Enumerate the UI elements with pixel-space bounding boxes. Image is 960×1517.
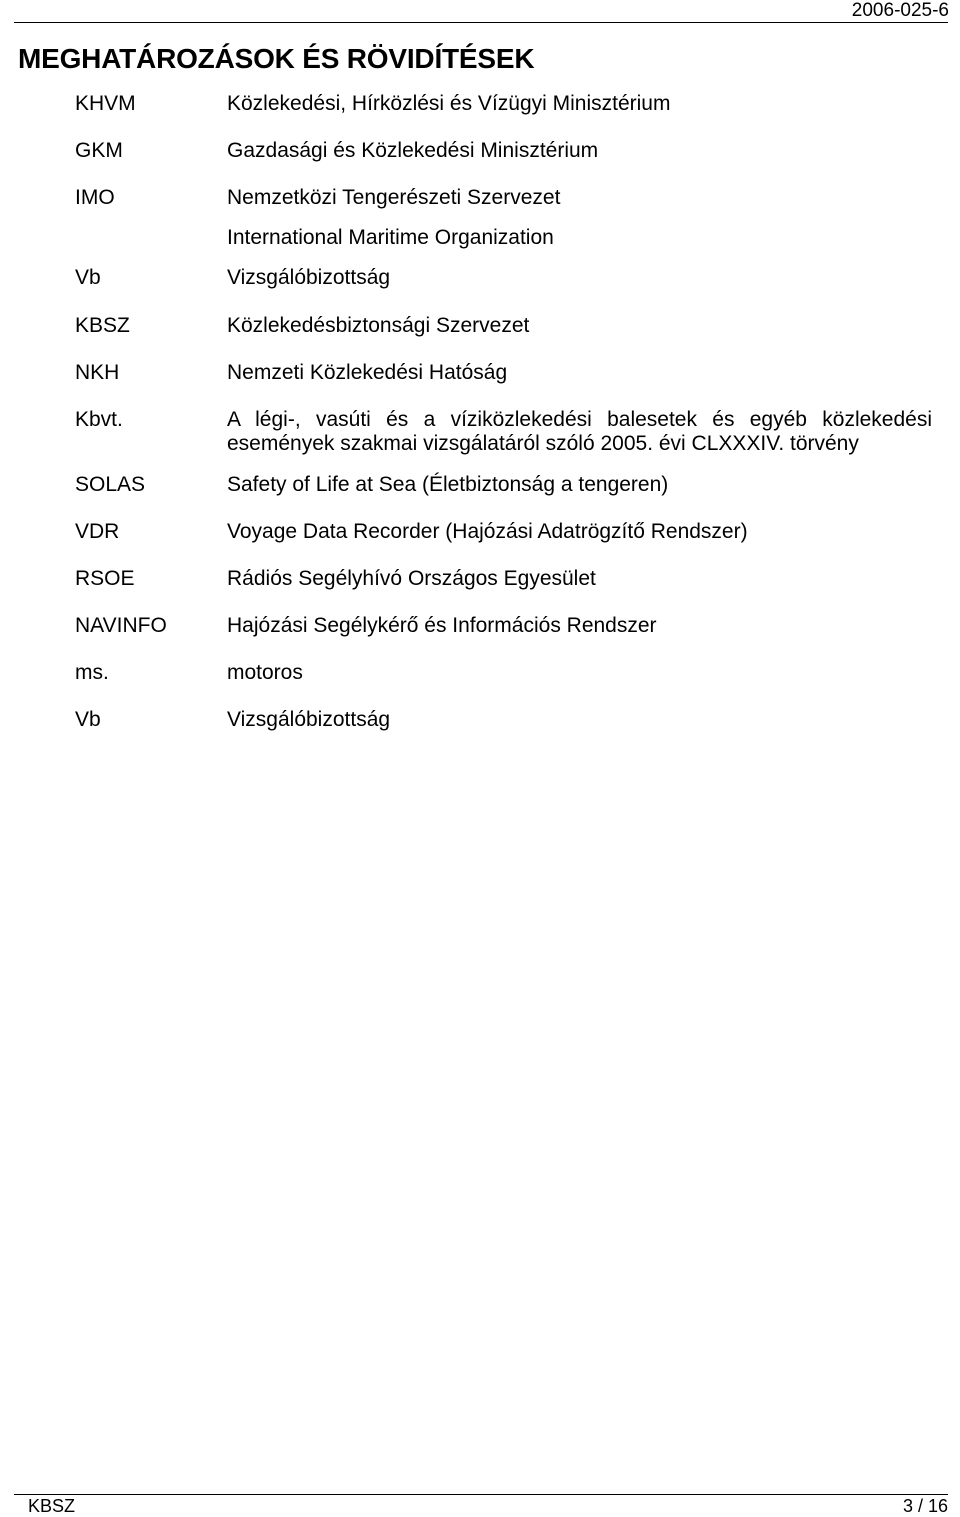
abbreviation-row — [0, 520, 960, 544]
footer-organization: KBSZ — [28, 1496, 76, 1516]
abbreviation-row — [0, 361, 960, 385]
abbreviation-term: Kbvt. — [75, 408, 123, 431]
abbreviation-definition — [227, 520, 932, 544]
page-title: MEGHATÁROZÁSOK ÉS RÖVIDÍTÉSEK — [18, 43, 535, 74]
footer-rule — [14, 1494, 948, 1495]
definition-line: Nemzeti Közlekedési Hatóság — [227, 361, 508, 384]
abbreviation-definition — [227, 708, 932, 732]
abbreviation-term: RSOE — [75, 567, 135, 590]
abbreviation-definition — [227, 408, 932, 456]
abbreviation-row — [0, 92, 960, 116]
page-number: 3 / 16 — [902, 1496, 948, 1516]
document-id: 2006-025-6 — [851, 0, 949, 21]
abbreviation-row — [0, 314, 960, 338]
definition-line: A légi-, vasúti és a víziközlekedési balesetek és egyéb közlekedési — [227, 408, 932, 431]
abbreviation-definition — [227, 614, 932, 638]
definition-line: International Maritime Organization — [227, 226, 554, 249]
definition-line: Safety of Life at Sea (Életbiztonság a tengeren) — [227, 473, 669, 496]
definition-line: Voyage Data Recorder (Hajózási Adatrögzítő Rendszer) — [227, 520, 748, 543]
abbreviation-definition — [227, 92, 932, 116]
abbreviation-definition — [227, 567, 932, 591]
abbreviation-row — [0, 661, 960, 685]
abbreviation-definition — [227, 661, 932, 685]
abbreviation-term: SOLAS — [75, 473, 146, 496]
abbreviation-definition — [227, 314, 932, 338]
abbreviation-term: Vb — [75, 266, 101, 289]
definition-line: Közlekedésbiztonsági Szervezet — [227, 314, 530, 337]
definition-line: Hajózási Segélykérő és Információs Rendszer — [227, 614, 657, 637]
abbreviation-row — [0, 186, 960, 250]
abbreviation-definition — [227, 139, 932, 163]
abbreviation-term: IMO — [75, 186, 115, 209]
definition-line: Rádiós Segélyhívó Országos Egyesület — [227, 567, 596, 590]
abbreviation-term: KHVM — [75, 92, 136, 115]
abbreviation-definition — [227, 361, 932, 385]
definition-line: események szakmai vizsgálatáról szóló 2005. évi CLXXXIV. törvény — [227, 432, 859, 455]
abbreviation-row — [0, 408, 960, 456]
abbreviation-row — [0, 473, 960, 497]
definition-line: Nemzetközi Tengerészeti Szervezet — [227, 186, 561, 209]
abbreviation-term: KBSZ — [75, 314, 130, 337]
definition-line: Vizsgálóbizottság — [227, 708, 391, 731]
abbreviation-definition — [227, 266, 932, 290]
abbreviation-row — [0, 614, 960, 638]
abbreviation-term: NAVINFO — [75, 614, 167, 637]
abbreviation-definition — [227, 473, 932, 497]
definition-line: motoros — [227, 661, 303, 684]
abbreviation-row — [0, 567, 960, 591]
abbreviation-row — [0, 266, 960, 290]
abbreviation-term: ms. — [75, 661, 109, 684]
abbreviation-row — [0, 139, 960, 163]
definition-line: Vizsgálóbizottság — [227, 266, 391, 289]
abbreviation-term: VDR — [75, 520, 120, 543]
definition-line: Gazdasági és Közlekedési Minisztérium — [227, 139, 599, 162]
abbreviation-term: NKH — [75, 361, 120, 384]
abbreviation-row — [0, 708, 960, 732]
abbreviation-list — [0, 92, 960, 732]
header-rule — [14, 22, 948, 23]
definition-line: Közlekedési, Hírközlési és Vízügyi Minisztérium — [227, 92, 671, 115]
abbreviation-term: Vb — [75, 708, 101, 731]
abbreviation-term: GKM — [75, 139, 123, 162]
abbreviation-definition — [227, 186, 932, 250]
